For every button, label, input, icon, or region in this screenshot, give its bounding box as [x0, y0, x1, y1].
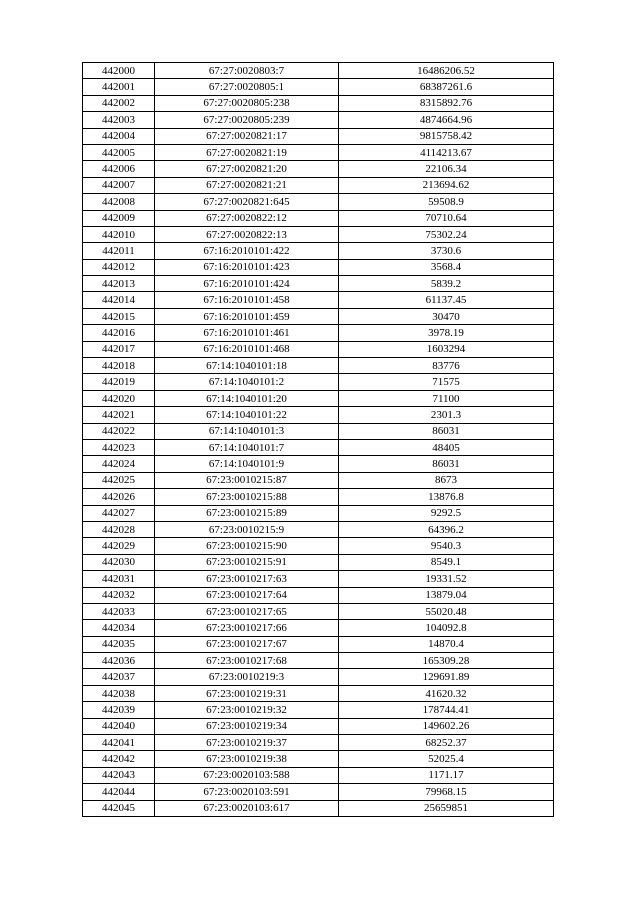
- table-row: [83, 669, 554, 685]
- cadastral-number-cell: 67:27:0020805:238: [155, 95, 339, 111]
- cadastral-number-cell: 67:27:0020821:20: [155, 161, 339, 177]
- table-row: [83, 276, 554, 292]
- cadastral-number-cell: 67:16:2010101:423: [155, 259, 339, 275]
- table-row: [83, 226, 554, 242]
- row-number-cell: 442009: [83, 210, 155, 226]
- value-cell: 1171.17: [339, 767, 554, 783]
- value-cell: 3978.19: [339, 325, 554, 341]
- value-cell: 52025.4: [339, 751, 554, 767]
- table-row: [83, 177, 554, 193]
- table-row: [83, 571, 554, 587]
- cadastral-number-cell: 67:23:0020103:617: [155, 800, 339, 816]
- cadastral-number-cell: 67:23:0010217:68: [155, 653, 339, 669]
- row-number-cell: 442041: [83, 735, 155, 751]
- cadastral-number-cell: 67:16:2010101:422: [155, 243, 339, 259]
- row-number-cell: 442026: [83, 489, 155, 505]
- cadastral-number-cell: 67:23:0010215:87: [155, 472, 339, 488]
- value-cell: 2301.3: [339, 407, 554, 423]
- cadastral-number-cell: 67:23:0010219:34: [155, 718, 339, 734]
- cadastral-number-cell: 67:16:2010101:424: [155, 276, 339, 292]
- cadastral-number-cell: 67:23:0010217:64: [155, 587, 339, 603]
- table-row: [83, 79, 554, 95]
- cadastral-number-cell: 67:16:2010101:459: [155, 308, 339, 324]
- table-row: [83, 325, 554, 341]
- table-row: [83, 489, 554, 505]
- table-row: [83, 243, 554, 259]
- row-number-cell: 442045: [83, 800, 155, 816]
- table-row: [83, 653, 554, 669]
- value-cell: 9292.5: [339, 505, 554, 521]
- value-cell: 86031: [339, 456, 554, 472]
- row-number-cell: 442040: [83, 718, 155, 734]
- cadastral-number-cell: 67:14:1040101:7: [155, 439, 339, 455]
- row-number-cell: 442016: [83, 325, 155, 341]
- table-row: [83, 620, 554, 636]
- cadastral-number-cell: 67:14:1040101:22: [155, 407, 339, 423]
- value-cell: 55020.48: [339, 603, 554, 619]
- cadastral-value-table: [82, 62, 554, 817]
- table-row: [83, 112, 554, 128]
- table-row: [83, 358, 554, 374]
- table-row: [83, 505, 554, 521]
- cadastral-number-cell: 67:14:1040101:20: [155, 390, 339, 406]
- cadastral-number-cell: 67:23:0010215:88: [155, 489, 339, 505]
- value-cell: 8315892.76: [339, 95, 554, 111]
- cadastral-number-cell: 67:23:0010215:89: [155, 505, 339, 521]
- cadastral-number-cell: 67:23:0010217:67: [155, 636, 339, 652]
- table-row: [83, 767, 554, 783]
- table-row: [83, 423, 554, 439]
- cadastral-number-cell: 67:27:0020821:645: [155, 194, 339, 210]
- table-row: [83, 784, 554, 800]
- row-number-cell: 442003: [83, 112, 155, 128]
- cadastral-number-cell: 67:14:1040101:3: [155, 423, 339, 439]
- value-cell: 1603294: [339, 341, 554, 357]
- table-row: [83, 161, 554, 177]
- row-number-cell: 442015: [83, 308, 155, 324]
- value-cell: 41620.32: [339, 685, 554, 701]
- row-number-cell: 442025: [83, 472, 155, 488]
- table-row: [83, 603, 554, 619]
- table-row: [83, 751, 554, 767]
- row-number-cell: 442044: [83, 784, 155, 800]
- cadastral-number-cell: 67:27:0020803:7: [155, 63, 339, 79]
- value-cell: 64396.2: [339, 521, 554, 537]
- row-number-cell: 442014: [83, 292, 155, 308]
- value-cell: 5839.2: [339, 276, 554, 292]
- cadastral-number-cell: 67:27:0020822:12: [155, 210, 339, 226]
- value-cell: 30470: [339, 308, 554, 324]
- row-number-cell: 442017: [83, 341, 155, 357]
- row-number-cell: 442034: [83, 620, 155, 636]
- row-number-cell: 442035: [83, 636, 155, 652]
- cadastral-number-cell: 67:23:0010217:63: [155, 571, 339, 587]
- value-cell: 22106.34: [339, 161, 554, 177]
- cadastral-number-cell: 67:23:0020103:591: [155, 784, 339, 800]
- row-number-cell: 442019: [83, 374, 155, 390]
- table-row: [83, 308, 554, 324]
- table-row: [83, 390, 554, 406]
- row-number-cell: 442033: [83, 603, 155, 619]
- value-cell: 68387261.6: [339, 79, 554, 95]
- cadastral-number-cell: 67:23:0010219:32: [155, 702, 339, 718]
- row-number-cell: 442028: [83, 521, 155, 537]
- cadastral-number-cell: 67:27:0020821:17: [155, 128, 339, 144]
- table-row: [83, 702, 554, 718]
- value-cell: 16486206.52: [339, 63, 554, 79]
- value-cell: 48405: [339, 439, 554, 455]
- row-number-cell: 442020: [83, 390, 155, 406]
- value-cell: 4114213.67: [339, 144, 554, 160]
- cadastral-number-cell: 67:23:0010215:9: [155, 521, 339, 537]
- value-cell: 83776: [339, 358, 554, 374]
- row-number-cell: 442043: [83, 767, 155, 783]
- value-cell: 61137.45: [339, 292, 554, 308]
- value-cell: 178744.41: [339, 702, 554, 718]
- row-number-cell: 442013: [83, 276, 155, 292]
- value-cell: 19331.52: [339, 571, 554, 587]
- table-row: [83, 63, 554, 79]
- row-number-cell: 442005: [83, 144, 155, 160]
- table-row: [83, 374, 554, 390]
- row-number-cell: 442001: [83, 79, 155, 95]
- cadastral-number-cell: 67:27:0020805:239: [155, 112, 339, 128]
- cadastral-number-cell: 67:23:0010217:66: [155, 620, 339, 636]
- cadastral-number-cell: 67:23:0010219:37: [155, 735, 339, 751]
- row-number-cell: 442038: [83, 685, 155, 701]
- row-number-cell: 442032: [83, 587, 155, 603]
- cadastral-number-cell: 67:14:1040101:2: [155, 374, 339, 390]
- row-number-cell: 442037: [83, 669, 155, 685]
- row-number-cell: 442024: [83, 456, 155, 472]
- cadastral-number-cell: 67:16:2010101:468: [155, 341, 339, 357]
- value-cell: 104092.8: [339, 620, 554, 636]
- value-cell: 59508.9: [339, 194, 554, 210]
- table-row: [83, 472, 554, 488]
- table-row: [83, 341, 554, 357]
- value-cell: 70710.64: [339, 210, 554, 226]
- cadastral-number-cell: 67:27:0020821:21: [155, 177, 339, 193]
- row-number-cell: 442008: [83, 194, 155, 210]
- value-cell: 14870.4: [339, 636, 554, 652]
- table-row: [83, 554, 554, 570]
- value-cell: 71575: [339, 374, 554, 390]
- value-cell: 79968.15: [339, 784, 554, 800]
- value-cell: 13876.8: [339, 489, 554, 505]
- row-number-cell: 442042: [83, 751, 155, 767]
- row-number-cell: 442004: [83, 128, 155, 144]
- table-row: [83, 735, 554, 751]
- cadastral-number-cell: 67:23:0010215:90: [155, 538, 339, 554]
- row-number-cell: 442036: [83, 653, 155, 669]
- value-cell: 213694.62: [339, 177, 554, 193]
- row-number-cell: 442012: [83, 259, 155, 275]
- table-row: [83, 456, 554, 472]
- table-row: [83, 194, 554, 210]
- value-cell: 68252.37: [339, 735, 554, 751]
- value-cell: 3568.4: [339, 259, 554, 275]
- table-row: [83, 95, 554, 111]
- cadastral-number-cell: 67:23:0020103:588: [155, 767, 339, 783]
- row-number-cell: 442039: [83, 702, 155, 718]
- cadastral-number-cell: 67:23:0010217:65: [155, 603, 339, 619]
- row-number-cell: 442027: [83, 505, 155, 521]
- value-cell: 8549.1: [339, 554, 554, 570]
- table-row: [83, 587, 554, 603]
- value-cell: 25659851: [339, 800, 554, 816]
- cadastral-number-cell: 67:16:2010101:461: [155, 325, 339, 341]
- row-number-cell: 442006: [83, 161, 155, 177]
- value-cell: 4874664.96: [339, 112, 554, 128]
- row-number-cell: 442018: [83, 358, 155, 374]
- row-number-cell: 442029: [83, 538, 155, 554]
- cadastral-number-cell: 67:14:1040101:18: [155, 358, 339, 374]
- row-number-cell: 442021: [83, 407, 155, 423]
- row-number-cell: 442022: [83, 423, 155, 439]
- row-number-cell: 442023: [83, 439, 155, 455]
- value-cell: 8673: [339, 472, 554, 488]
- row-number-cell: 442030: [83, 554, 155, 570]
- value-cell: 149602.26: [339, 718, 554, 734]
- cadastral-number-cell: 67:23:0010219:31: [155, 685, 339, 701]
- value-cell: 129691.89: [339, 669, 554, 685]
- row-number-cell: 442000: [83, 63, 155, 79]
- value-cell: 13879.04: [339, 587, 554, 603]
- cadastral-number-cell: 67:27:0020821:19: [155, 144, 339, 160]
- table-row: [83, 292, 554, 308]
- value-cell: 86031: [339, 423, 554, 439]
- value-cell: 71100: [339, 390, 554, 406]
- table-row: [83, 439, 554, 455]
- table-row: [83, 685, 554, 701]
- row-number-cell: 442031: [83, 571, 155, 587]
- value-cell: 3730.6: [339, 243, 554, 259]
- table-row: [83, 128, 554, 144]
- value-cell: 9815758.42: [339, 128, 554, 144]
- table-row: [83, 407, 554, 423]
- table-row: [83, 259, 554, 275]
- cadastral-number-cell: 67:27:0020822:13: [155, 226, 339, 242]
- row-number-cell: 442011: [83, 243, 155, 259]
- table-row: [83, 144, 554, 160]
- cadastral-number-cell: 67:23:0010219:3: [155, 669, 339, 685]
- row-number-cell: 442010: [83, 226, 155, 242]
- value-cell: 165309.28: [339, 653, 554, 669]
- row-number-cell: 442002: [83, 95, 155, 111]
- row-number-cell: 442007: [83, 177, 155, 193]
- table-row: [83, 718, 554, 734]
- value-cell: 75302.24: [339, 226, 554, 242]
- table-row: [83, 210, 554, 226]
- table-row: [83, 800, 554, 816]
- cadastral-number-cell: 67:27:0020805:1: [155, 79, 339, 95]
- cadastral-number-cell: 67:23:0010215:91: [155, 554, 339, 570]
- value-cell: 9540.3: [339, 538, 554, 554]
- table-row: [83, 636, 554, 652]
- cadastral-number-cell: 67:14:1040101:9: [155, 456, 339, 472]
- cadastral-number-cell: 67:16:2010101:458: [155, 292, 339, 308]
- table-row: [83, 538, 554, 554]
- cadastral-number-cell: 67:23:0010219:38: [155, 751, 339, 767]
- table-row: [83, 521, 554, 537]
- table-body: [83, 63, 554, 817]
